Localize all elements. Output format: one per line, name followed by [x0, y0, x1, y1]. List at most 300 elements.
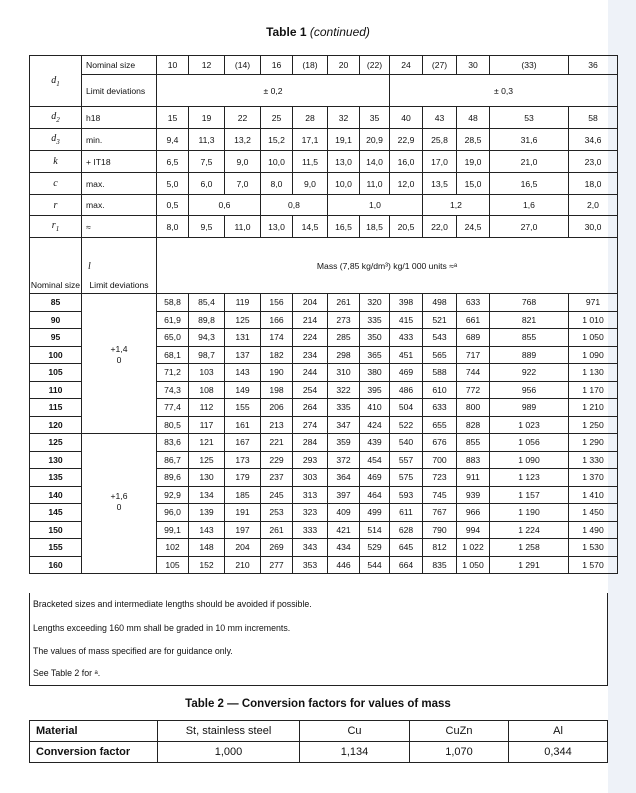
mass-cell: 343	[293, 539, 328, 557]
r-value: 1,2	[423, 195, 490, 216]
d2-value: 58	[569, 107, 618, 129]
conversion-factors-table	[29, 720, 608, 763]
mass-cell: 112	[189, 399, 225, 417]
conversion-factor-cell: 1,134	[300, 742, 410, 763]
mass-cell: 125	[189, 451, 225, 469]
length-cell: 125	[30, 434, 82, 452]
mass-cell: 350	[360, 329, 390, 347]
mass-cell: 889	[490, 346, 569, 364]
k-value: 9,0	[225, 151, 261, 173]
r-value: 1,0	[328, 195, 423, 216]
conversion-factor-cell: 1,070	[410, 742, 509, 763]
mass-cell: 161	[225, 416, 261, 434]
d2-row	[30, 107, 618, 129]
r1-value: 20,5	[390, 216, 423, 238]
table1-title-text: Table 1	[266, 25, 307, 39]
conversion-factor-label: Conversion factor	[30, 742, 158, 763]
mass-cell: 83,6	[157, 434, 189, 452]
d3-value: 20,9	[360, 129, 390, 151]
mass-cell: 1 190	[490, 504, 569, 522]
tolerance-lower: 0	[116, 355, 122, 365]
mass-cell: 1 530	[569, 539, 618, 557]
mass-cell: 1 056	[490, 434, 569, 452]
mass-cell: 800	[457, 399, 490, 417]
r1-value: 14,5	[293, 216, 328, 238]
mass-cell: 557	[390, 451, 423, 469]
c-value: 16,5	[490, 173, 569, 195]
r1-value: 11,0	[225, 216, 261, 238]
r1-label: ≈	[82, 216, 157, 238]
k-value: 7,5	[189, 151, 225, 173]
length-cell: 110	[30, 381, 82, 399]
table2-title: Table 2 — Conversion factors for values of mass	[185, 698, 451, 710]
mass-cell: 768	[490, 294, 569, 312]
mass-cell: 544	[360, 556, 390, 574]
mass-cell: 593	[390, 486, 423, 504]
length-cell: 100	[30, 346, 82, 364]
mass-cell: 1 170	[569, 381, 618, 399]
limit-deviations-column-header: Limit deviations	[89, 280, 149, 290]
note-2: Lengths exceeding 160 mm shall be graded in 10 mm increments.	[33, 623, 291, 633]
d2-value: 22	[225, 107, 261, 129]
mass-cell: 812	[423, 539, 457, 557]
size-header-row	[30, 56, 618, 75]
mass-cell: 821	[490, 311, 569, 329]
mass-cell: 1 050	[457, 556, 490, 574]
r1-value: 24,5	[457, 216, 490, 238]
mass-cell: 148	[189, 539, 225, 557]
mass-cell: 745	[423, 486, 457, 504]
mass-cell: 410	[360, 399, 390, 417]
mass-cell: 610	[423, 381, 457, 399]
d1-tolerance-small: ± 0,2	[157, 75, 390, 107]
r1-value: 18,5	[360, 216, 390, 238]
mass-cell: 269	[261, 539, 293, 557]
c-value: 12,0	[390, 173, 423, 195]
mass-cell: 92,9	[157, 486, 189, 504]
mass-cell: 284	[293, 434, 328, 452]
mass-cell: 655	[423, 416, 457, 434]
d2-value: 35	[360, 107, 390, 129]
d2-symbol: $d_2$	[30, 107, 82, 129]
mass-cell: 611	[390, 504, 423, 522]
mass-cell: 102	[157, 539, 189, 557]
nominal-size-column-header: Nominal size	[30, 238, 82, 294]
mass-cell: 994	[457, 521, 490, 539]
size-header-cell: (27)	[423, 56, 457, 75]
c-value: 10,0	[328, 173, 360, 195]
size-header-cell: 30	[457, 56, 490, 75]
size-header-cell: 20	[328, 56, 360, 75]
c-value: 11,0	[360, 173, 390, 195]
k-value: 6,5	[157, 151, 189, 173]
size-header-cell: 12	[189, 56, 225, 75]
conversion-factor-cell: 0,344	[509, 742, 608, 763]
mass-cell: 89,8	[189, 311, 225, 329]
note-3: The values of mass specified are for guidance only.	[33, 646, 233, 656]
mass-cell: 335	[360, 311, 390, 329]
r-label: max.	[82, 195, 157, 216]
mass-cell: 744	[457, 364, 490, 382]
mass-cell: 700	[423, 451, 457, 469]
tolerance-lower: 0	[116, 502, 122, 512]
mass-cell: 149	[225, 381, 261, 399]
mass-cell: 628	[390, 521, 423, 539]
mass-cell: 1 410	[569, 486, 618, 504]
mass-cell: 121	[189, 434, 225, 452]
d3-value: 15,2	[261, 129, 293, 151]
size-header-cell: 36	[569, 56, 618, 75]
size-header-cell: 24	[390, 56, 423, 75]
mass-cell: 835	[423, 556, 457, 574]
mass-cell: 206	[261, 399, 293, 417]
material-cell: CuZn	[410, 721, 509, 742]
mass-cell: 89,6	[157, 469, 189, 487]
mass-cell: 179	[225, 469, 261, 487]
mass-cell: 1 330	[569, 451, 618, 469]
k-label: + IT18	[82, 151, 157, 173]
mass-cell: 204	[225, 539, 261, 557]
length-cell: 85	[30, 294, 82, 312]
mass-cell: 1 022	[457, 539, 490, 557]
mass-cell: 469	[360, 469, 390, 487]
mass-cell: 645	[390, 539, 423, 557]
size-header-cell: 10	[157, 56, 189, 75]
mass-cell: 61,9	[157, 311, 189, 329]
length-cell: 95	[30, 329, 82, 347]
mass-cell: 723	[423, 469, 457, 487]
mass-cell: 661	[457, 311, 490, 329]
mass-cell: 253	[261, 504, 293, 522]
mass-cell: 956	[490, 381, 569, 399]
mass-header-row	[30, 238, 618, 294]
mass-cell: 333	[293, 521, 328, 539]
mass-cell: 264	[293, 399, 328, 417]
mass-cell: 221	[261, 434, 293, 452]
mass-cell: 86,7	[157, 451, 189, 469]
r1-value: 8,0	[157, 216, 189, 238]
d3-value: 28,5	[457, 129, 490, 151]
mass-cell: 156	[261, 294, 293, 312]
mass-cell: 167	[225, 434, 261, 452]
mass-cell: 85,4	[189, 294, 225, 312]
mass-cell: 1 370	[569, 469, 618, 487]
k-row	[30, 151, 618, 173]
k-value: 10,0	[261, 151, 293, 173]
mass-cell: 277	[261, 556, 293, 574]
mass-cell: 166	[261, 311, 293, 329]
c-value: 5,0	[157, 173, 189, 195]
material-label: Material	[30, 721, 158, 742]
mass-cell: 353	[293, 556, 328, 574]
mass-cell: 971	[569, 294, 618, 312]
mass-cell: 1 258	[490, 539, 569, 557]
mass-cell: 939	[457, 486, 490, 504]
d3-value: 19,1	[328, 129, 360, 151]
c-value: 6,0	[189, 173, 225, 195]
mass-cell: 274	[293, 416, 328, 434]
mass-cell: 855	[457, 434, 490, 452]
mass-cell: 190	[261, 364, 293, 382]
d3-value: 34,6	[569, 129, 618, 151]
r-symbol: r	[30, 195, 82, 216]
mass-cell: 94,3	[189, 329, 225, 347]
mass-cell: 285	[328, 329, 360, 347]
mass-cell: 772	[457, 381, 490, 399]
mass-cell: 676	[423, 434, 457, 452]
mass-cell: 395	[360, 381, 390, 399]
mass-cell: 504	[390, 399, 423, 417]
mass-cell: 451	[390, 346, 423, 364]
k-value: 21,0	[490, 151, 569, 173]
mass-cell: 464	[360, 486, 390, 504]
mass-cell: 1 050	[569, 329, 618, 347]
length-tolerance-large	[82, 434, 157, 574]
d1-tolerance-large: ± 0,3	[390, 75, 618, 107]
table1-title	[0, 25, 636, 39]
mass-cell: 633	[457, 294, 490, 312]
mass-cell: 922	[490, 364, 569, 382]
mass-cell: 134	[189, 486, 225, 504]
mass-cell: 131	[225, 329, 261, 347]
c-label: max.	[82, 173, 157, 195]
length-cell: 140	[30, 486, 82, 504]
c-row	[30, 173, 618, 195]
material-cell: Cu	[300, 721, 410, 742]
mass-cell: 989	[490, 399, 569, 417]
mass-cell: 322	[328, 381, 360, 399]
mass-cell: 105	[157, 556, 189, 574]
d2-value: 28	[293, 107, 328, 129]
material-cell: Al	[509, 721, 608, 742]
mass-cell: 446	[328, 556, 360, 574]
mass-cell: 74,3	[157, 381, 189, 399]
mass-cell: 303	[293, 469, 328, 487]
d3-value: 13,2	[225, 129, 261, 151]
tolerance-upper: +1,6	[110, 491, 128, 501]
d3-row	[30, 129, 618, 151]
mass-cell: 689	[457, 329, 490, 347]
mass-cell: 143	[225, 364, 261, 382]
mass-cell: 1 130	[569, 364, 618, 382]
mass-cell: 364	[328, 469, 360, 487]
mass-cell: 380	[360, 364, 390, 382]
d2-value: 53	[490, 107, 569, 129]
mass-cell: 80,5	[157, 416, 189, 434]
mass-cell: 398	[390, 294, 423, 312]
mass-cell: 717	[457, 346, 490, 364]
k-value: 17,0	[423, 151, 457, 173]
mass-cell: 1 450	[569, 504, 618, 522]
mass-cell: 103	[189, 364, 225, 382]
material-cell: St, stainless steel	[158, 721, 300, 742]
d3-value: 31,6	[490, 129, 569, 151]
factor-row	[30, 742, 608, 763]
mass-cell: 182	[261, 346, 293, 364]
mass-cell: 588	[423, 364, 457, 382]
mass-cell: 58,8	[157, 294, 189, 312]
mass-cell: 335	[328, 399, 360, 417]
k-value: 11,5	[293, 151, 328, 173]
mass-cell: 323	[293, 504, 328, 522]
mass-cell: 1 023	[490, 416, 569, 434]
mass-cell: 213	[261, 416, 293, 434]
r-row	[30, 195, 618, 216]
size-header-cell: (22)	[360, 56, 390, 75]
mass-cell: 911	[457, 469, 490, 487]
mass-cell: 828	[457, 416, 490, 434]
mass-cell: 397	[328, 486, 360, 504]
r1-value: 9,5	[189, 216, 225, 238]
mass-cell: 204	[293, 294, 328, 312]
size-header-cell: 16	[261, 56, 293, 75]
r1-value: 22,0	[423, 216, 457, 238]
size-header-cell: (18)	[293, 56, 328, 75]
mass-cell: 65,0	[157, 329, 189, 347]
length-cell: 135	[30, 469, 82, 487]
mass-cell: 155	[225, 399, 261, 417]
r1-value: 27,0	[490, 216, 569, 238]
mass-cell: 1 123	[490, 469, 569, 487]
mass-cell: 855	[490, 329, 569, 347]
note-1: Bracketed sizes and intermediate lengths should be avoided if possible.	[33, 599, 312, 609]
d3-value: 25,8	[423, 129, 457, 151]
length-cell: 115	[30, 399, 82, 417]
c-value: 13,5	[423, 173, 457, 195]
mass-cell: 197	[225, 521, 261, 539]
limit-deviations-label: Limit deviations	[82, 75, 157, 107]
table1-title-suffix: (continued)	[309, 25, 370, 39]
mass-cell: 1 290	[569, 434, 618, 452]
mass-cell: 68,1	[157, 346, 189, 364]
mass-cell: 543	[423, 329, 457, 347]
d3-value: 11,3	[189, 129, 225, 151]
r1-symbol: $r_1$	[30, 216, 82, 238]
mass-cell: 310	[328, 364, 360, 382]
mass-cell: 664	[390, 556, 423, 574]
mass-cell: 117	[189, 416, 225, 434]
mass-cell: 790	[423, 521, 457, 539]
mass-cell: 298	[328, 346, 360, 364]
mass-cell: 237	[261, 469, 293, 487]
d3-symbol: $d_3$	[30, 129, 82, 151]
note-4: See Table 2 for ᵃ.	[33, 668, 101, 678]
mass-cell: 143	[189, 521, 225, 539]
k-value: 14,0	[360, 151, 390, 173]
mass-cell: 191	[225, 504, 261, 522]
d3-value: 9,4	[157, 129, 189, 151]
mass-cell: 210	[225, 556, 261, 574]
r1-value: 13,0	[261, 216, 293, 238]
mass-cell: 245	[261, 486, 293, 504]
length-cell: 155	[30, 539, 82, 557]
length-cell: 150	[30, 521, 82, 539]
d2-value: 40	[390, 107, 423, 129]
mass-cell: 469	[390, 364, 423, 382]
d2-value: 15	[157, 107, 189, 129]
length-tolerance-small	[82, 294, 157, 434]
k-value: 13,0	[328, 151, 360, 173]
c-value: 18,0	[569, 173, 618, 195]
mass-cell: 439	[360, 434, 390, 452]
mass-cell: 883	[457, 451, 490, 469]
length-cell: 145	[30, 504, 82, 522]
mass-cell: 71,2	[157, 364, 189, 382]
c-value: 15,0	[457, 173, 490, 195]
mass-cell: 529	[360, 539, 390, 557]
mass-cell: 1 291	[490, 556, 569, 574]
mass-cell: 424	[360, 416, 390, 434]
d1-symbol: $d_1$	[30, 56, 82, 107]
dimensions-mass-table	[29, 55, 618, 574]
mass-cell: 575	[390, 469, 423, 487]
d2-value: 25	[261, 107, 293, 129]
mass-cell: 499	[360, 504, 390, 522]
d1-tolerance-row	[30, 75, 618, 107]
conversion-factor-cell: 1,000	[158, 742, 300, 763]
mass-cell: 1 010	[569, 311, 618, 329]
mass-cell: 119	[225, 294, 261, 312]
length-cell: 160	[30, 556, 82, 574]
k-value: 16,0	[390, 151, 423, 173]
length-cell: 130	[30, 451, 82, 469]
r-value: 2,0	[569, 195, 618, 216]
table-row	[30, 434, 618, 452]
r-value: 1,6	[490, 195, 569, 216]
c-value: 7,0	[225, 173, 261, 195]
mass-cell: 96,0	[157, 504, 189, 522]
mass-cell: 433	[390, 329, 423, 347]
mass-cell: 498	[423, 294, 457, 312]
material-row	[30, 721, 608, 742]
mass-cell: 540	[390, 434, 423, 452]
d2-value: 19	[189, 107, 225, 129]
r-value: 0,5	[157, 195, 189, 216]
mass-cell: 486	[390, 381, 423, 399]
mass-cell: 434	[328, 539, 360, 557]
d2-value: 48	[457, 107, 490, 129]
nominal-size-label: Nominal size	[82, 56, 157, 75]
mass-cell: 320	[360, 294, 390, 312]
mass-cell: 1 250	[569, 416, 618, 434]
tolerance-upper: +1,4	[110, 344, 128, 354]
mass-cell: 522	[390, 416, 423, 434]
mass-cell: 454	[360, 451, 390, 469]
mass-cell: 174	[261, 329, 293, 347]
mass-cell: 565	[423, 346, 457, 364]
mass-cell: 185	[225, 486, 261, 504]
d3-value: 17,1	[293, 129, 328, 151]
mass-cell: 77,4	[157, 399, 189, 417]
mass-cell: 137	[225, 346, 261, 364]
mass-cell: 359	[328, 434, 360, 452]
mass-cell: 254	[293, 381, 328, 399]
mass-cell: 514	[360, 521, 390, 539]
mass-cell: 99,1	[157, 521, 189, 539]
d3-value: 22,9	[390, 129, 423, 151]
mass-cell: 966	[457, 504, 490, 522]
d2-value: 32	[328, 107, 360, 129]
mass-cell: 173	[225, 451, 261, 469]
mass-cell: 521	[423, 311, 457, 329]
table-row	[30, 294, 618, 312]
mass-cell: 214	[293, 311, 328, 329]
mass-cell: 152	[189, 556, 225, 574]
size-header-cell: (14)	[225, 56, 261, 75]
k-value: 23,0	[569, 151, 618, 173]
length-cell: 120	[30, 416, 82, 434]
mass-cell: 244	[293, 364, 328, 382]
